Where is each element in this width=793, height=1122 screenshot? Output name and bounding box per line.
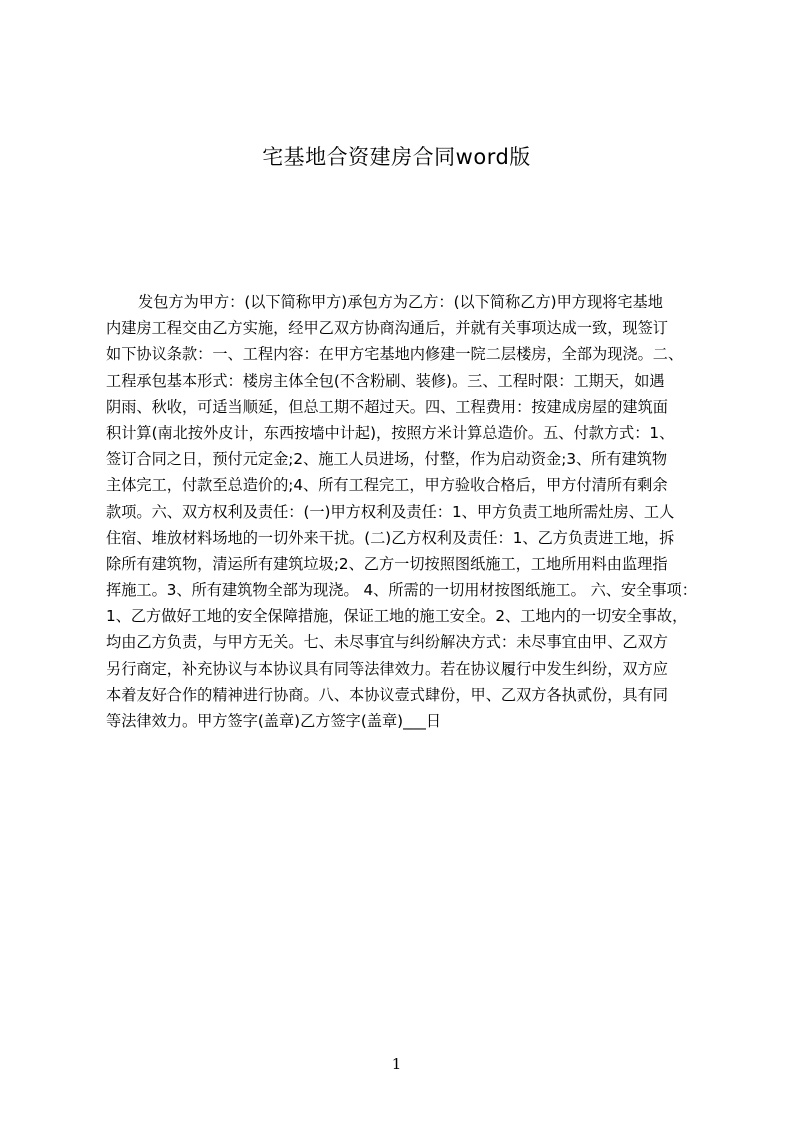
body-line: 本着友好合作的精神进行协商。八、本协议壹式肆份，甲、乙双方各执贰份，具有同: [106, 685, 668, 704]
body-line: 如下协议条款：一、工程内容：在甲方宅基地内修建一院二层楼房，全部为现浇。二、: [106, 345, 684, 364]
body-line: 签订合同之日，预付元定金;2、施工人员进场，付整，作为启动资金;3、所有建筑物: [106, 450, 668, 469]
body-line: 工程承包基本形式：楼房主体全包(不含粉刷、装修)。三、工程时限：工期天，如遇: [106, 371, 665, 390]
body-line: 另行商定，补充协议与本协议具有同等法律效力。若在协议履行中发生纠纷，双方应: [106, 659, 668, 678]
document-body: [106, 289, 698, 734]
body-line: 款项。六、双方权利及责任：(一)甲方权利及责任：1、甲方负责工地所需灶房、工人: [106, 502, 675, 521]
body-line: 等法律效力。甲方签字(盖章)乙方签字(盖章)___日: [106, 712, 442, 730]
body-line: 住宿、堆放材料场地的一切外来干扰。(二)乙方权利及责任：1、乙方负责进工地，拆: [106, 528, 675, 547]
body-line: 内建房工程交由乙方实施，经甲乙双方协商沟通后，并就有关事项达成一致，现签订: [106, 319, 668, 338]
document-title: 宅基地合资建房合同word版: [262, 145, 531, 169]
body-line: 除所有建筑物，清运所有建筑垃圾;2、乙方一切按照图纸施工，工地所用料由监理指: [106, 554, 668, 573]
body-line: 主体完工，付款至总造价的;4、所有工程完工，甲方验收合格后，甲方付清所有剩余: [106, 476, 668, 495]
body-line: 发包方为甲方：(以下简称甲方)承包方为乙方：(以下简称乙方)甲方现将宅基地: [138, 293, 663, 311]
body-line: 均由乙方负责，与甲方无关。七、未尽事宜与纠纷解决方式：未尽事宜由甲、乙双方: [106, 633, 668, 652]
body-line: 阴雨、秋收，可适当顺延，但总工期不超过天。四、工程费用：按建成房屋的建筑面: [106, 397, 668, 416]
body-line: 积计算(南北按外皮计，东西按墙中计起)，按照方米计算总造价。五、付款方式：1、: [106, 423, 675, 442]
body-line: 1、乙方做好工地的安全保障措施，保证工地的施工安全。2、工地内的一切安全事故，: [106, 607, 688, 626]
page-number: 1: [391, 1055, 402, 1073]
body-line: 挥施工。3、所有建筑物全部为现浇。 4、所需的一切用材按图纸施工。 六、安全事项：: [106, 581, 697, 600]
